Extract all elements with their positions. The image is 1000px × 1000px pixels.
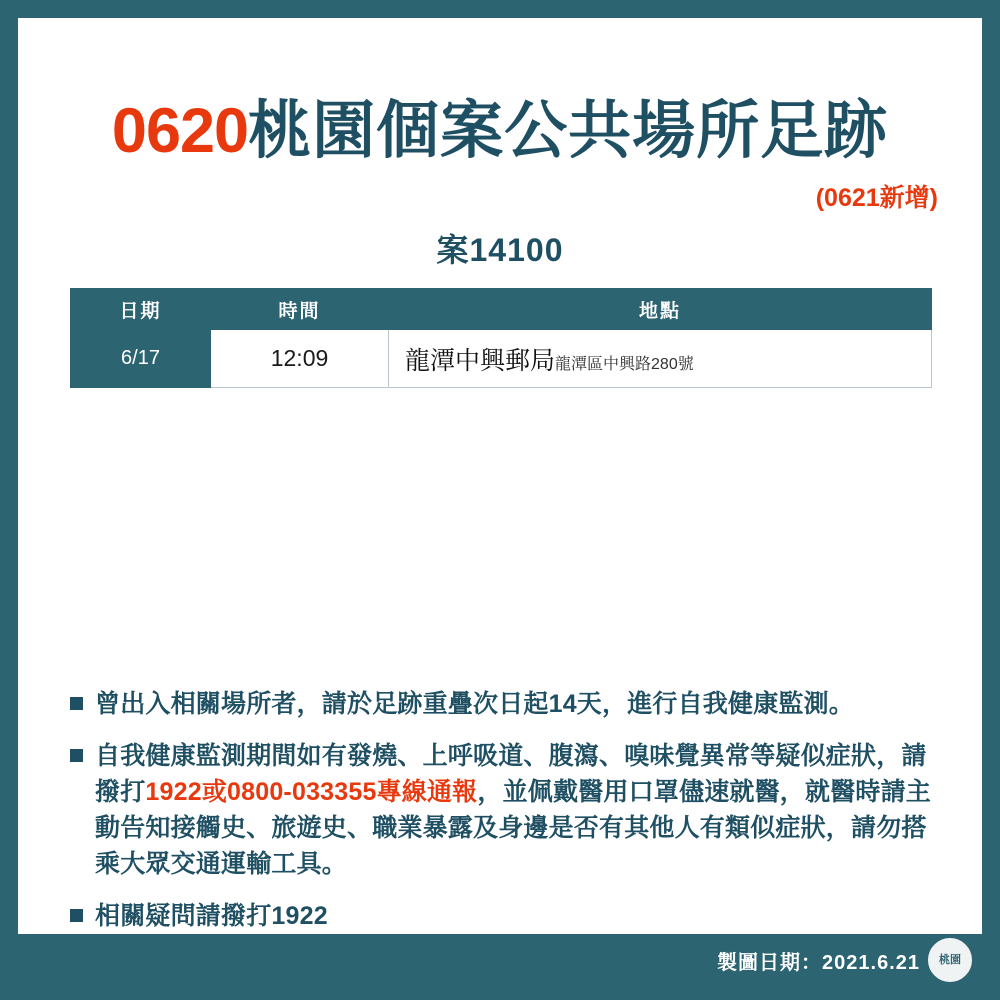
page-title [18,80,982,171]
list-item [70,898,950,934]
note-segment: 曾出入相關場所者，請於足跡重疊次日起14天，進行自我健康監測。 [95,690,855,718]
notes-list [70,686,950,950]
place-name: 龍潭中興郵局 [405,346,556,375]
case-number: 案14100 [436,232,564,268]
list-item [70,686,950,722]
table-row [71,330,932,388]
cell-place [389,330,932,388]
poster [18,18,982,982]
footer-date: 製圖日期：2021.6.21 [717,952,920,974]
footprint-table-wrapper [70,288,932,388]
note-highlight: 1922或0800-033355專線通報 [145,778,478,806]
footprint-table [70,288,932,388]
subtitle: (0621新增) [815,184,938,212]
note-text-0 [95,686,854,722]
note-segment: 相關疑問請撥打1922 [95,902,328,930]
table-header-date: 日期 [71,289,211,330]
square-bullet-icon [70,749,83,762]
place-address: 龍潭區中興路280號 [555,355,694,373]
cell-time: 12:09 [211,330,389,388]
footer-bar [18,934,982,982]
table-header-place: 地點 [389,289,932,330]
note-segment: 自我健康監測期間如有發燒、上呼吸道、腹瀉、嗅味覺異常等疑似症狀，請撥打 [95,742,927,806]
note-segment: ，並佩戴醫用口罩儘速就醫，就醫時請主動告知接觸史、旅遊史、職業暴露及身邊是否有其他人有類似症狀，請勿搭乘大眾交通運輸工具。 [95,778,931,878]
table-header-time: 時間 [211,289,389,330]
title-date: 0620 [111,96,249,166]
square-bullet-icon [70,909,83,922]
square-bullet-icon [70,697,83,710]
taoyuan-logo-icon: 桃園 [926,936,974,984]
list-item [70,738,950,882]
note-text-1 [95,738,950,882]
title-main: 桃園個案公共場所足跡 [248,96,889,166]
table-header-row [71,289,932,330]
note-text-2 [95,898,328,934]
cell-date: 6/17 [71,330,211,388]
